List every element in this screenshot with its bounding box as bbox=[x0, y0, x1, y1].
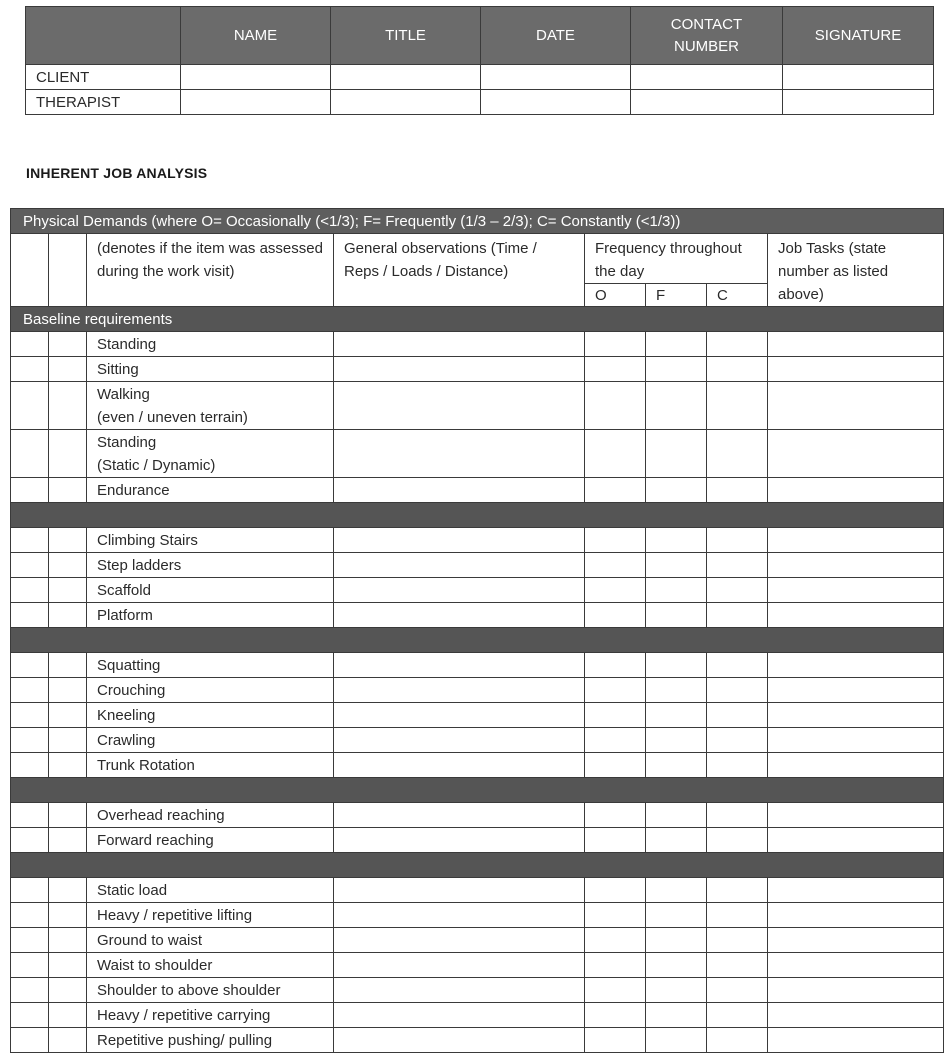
header-date: DATE bbox=[481, 7, 631, 65]
observation-cell[interactable] bbox=[334, 578, 585, 603]
check-cell[interactable] bbox=[11, 382, 49, 430]
item-label bbox=[87, 382, 334, 430]
freq-c-cell[interactable] bbox=[707, 678, 768, 703]
check-cell[interactable] bbox=[49, 803, 87, 828]
section-divider bbox=[11, 503, 944, 528]
check-cell[interactable] bbox=[49, 703, 87, 728]
observation-cell[interactable] bbox=[334, 430, 585, 478]
job-tasks-cell[interactable] bbox=[768, 332, 944, 357]
check-cell[interactable] bbox=[11, 903, 49, 928]
freq-c-cell[interactable] bbox=[707, 382, 768, 430]
check-cell[interactable] bbox=[11, 878, 49, 903]
observation-cell[interactable] bbox=[334, 1028, 585, 1053]
check-cell[interactable] bbox=[11, 928, 49, 953]
observation-cell[interactable] bbox=[334, 382, 585, 430]
freq-f-cell[interactable] bbox=[646, 382, 707, 430]
item-label: Static load bbox=[87, 878, 334, 903]
therapist-contact-cell[interactable] bbox=[631, 90, 783, 115]
freq-f-cell[interactable] bbox=[646, 478, 707, 503]
freq-f-cell[interactable] bbox=[646, 357, 707, 382]
freq-c-cell[interactable] bbox=[707, 728, 768, 753]
freq-c-cell[interactable] bbox=[707, 803, 768, 828]
freq-c-cell[interactable] bbox=[707, 332, 768, 357]
job-tasks-cell[interactable] bbox=[768, 753, 944, 778]
observation-cell[interactable] bbox=[334, 332, 585, 357]
observation-cell[interactable] bbox=[334, 703, 585, 728]
freq-c-cell[interactable] bbox=[707, 978, 768, 1003]
freq-o-cell[interactable] bbox=[585, 578, 646, 603]
therapist-signature-cell[interactable] bbox=[783, 90, 934, 115]
freq-c-cell[interactable] bbox=[707, 953, 768, 978]
freq-f-cell[interactable] bbox=[646, 928, 707, 953]
observation-cell[interactable] bbox=[334, 653, 585, 678]
table-row bbox=[11, 728, 944, 753]
freq-c-cell[interactable] bbox=[707, 1003, 768, 1028]
freq-o-cell[interactable] bbox=[585, 878, 646, 903]
section-divider-row bbox=[11, 778, 944, 803]
table-row bbox=[11, 803, 944, 828]
table-row bbox=[11, 903, 944, 928]
check-cell[interactable] bbox=[49, 953, 87, 978]
job-tasks-cell[interactable] bbox=[768, 953, 944, 978]
check-cell[interactable] bbox=[11, 478, 49, 503]
observation-cell[interactable] bbox=[334, 953, 585, 978]
check-cell[interactable] bbox=[49, 357, 87, 382]
check-cell[interactable] bbox=[49, 430, 87, 478]
table-row bbox=[11, 1003, 944, 1028]
freq-f-cell[interactable] bbox=[646, 1028, 707, 1053]
check-cell[interactable] bbox=[49, 1003, 87, 1028]
item-label: Heavy / repetitive carrying bbox=[87, 1003, 334, 1028]
freq-c-cell[interactable] bbox=[707, 703, 768, 728]
check-cell[interactable] bbox=[49, 678, 87, 703]
observation-cell[interactable] bbox=[334, 603, 585, 628]
item-label-line1: Walking bbox=[97, 386, 150, 403]
item-label: Trunk Rotation bbox=[87, 753, 334, 778]
freq-f-cell[interactable] bbox=[646, 653, 707, 678]
table-row bbox=[11, 653, 944, 678]
item-label: Forward reaching bbox=[87, 828, 334, 853]
observation-cell[interactable] bbox=[334, 553, 585, 578]
observation-cell[interactable] bbox=[334, 828, 585, 853]
check-cell[interactable] bbox=[11, 553, 49, 578]
observation-cell[interactable] bbox=[334, 678, 585, 703]
freq-o-cell[interactable] bbox=[585, 553, 646, 578]
freq-f-cell[interactable] bbox=[646, 603, 707, 628]
observation-cell[interactable] bbox=[334, 753, 585, 778]
table-row bbox=[11, 357, 944, 382]
client-contact-cell[interactable] bbox=[631, 65, 783, 90]
freq-c-cell[interactable] bbox=[707, 928, 768, 953]
check-cell[interactable] bbox=[11, 1028, 49, 1053]
freq-o-cell[interactable] bbox=[585, 332, 646, 357]
freq-o-cell[interactable] bbox=[585, 953, 646, 978]
observation-cell[interactable] bbox=[334, 728, 585, 753]
check-cell[interactable] bbox=[49, 978, 87, 1003]
col-frequency-header: Frequency throughout the day bbox=[585, 234, 768, 284]
job-analysis-table bbox=[10, 208, 944, 1053]
job-tasks-cell[interactable] bbox=[768, 828, 944, 853]
job-tasks-cell[interactable] bbox=[768, 382, 944, 430]
table-row bbox=[11, 928, 944, 953]
freq-o-cell[interactable] bbox=[585, 978, 646, 1003]
table-row bbox=[11, 953, 944, 978]
job-tasks-cell[interactable] bbox=[768, 1028, 944, 1053]
item-label: Shoulder to above shoulder bbox=[87, 978, 334, 1003]
item-label: Heavy / repetitive lifting bbox=[87, 903, 334, 928]
signoff-header-row bbox=[26, 7, 934, 65]
check-cell[interactable] bbox=[49, 878, 87, 903]
freq-f-cell[interactable] bbox=[646, 578, 707, 603]
check-cell[interactable] bbox=[11, 953, 49, 978]
observation-cell[interactable] bbox=[334, 878, 585, 903]
job-tasks-cell[interactable] bbox=[768, 928, 944, 953]
job-tasks-cell[interactable] bbox=[768, 703, 944, 728]
check-cell[interactable] bbox=[11, 703, 49, 728]
freq-o-cell[interactable] bbox=[585, 382, 646, 430]
item-label: Crawling bbox=[87, 728, 334, 753]
header-contact-line1: CONTACT bbox=[670, 15, 743, 33]
check-cell[interactable] bbox=[49, 603, 87, 628]
job-tasks-cell[interactable] bbox=[768, 357, 944, 382]
table-row bbox=[11, 478, 944, 503]
table-row bbox=[11, 430, 944, 478]
client-signature-cell[interactable] bbox=[783, 65, 934, 90]
section-divider bbox=[11, 853, 944, 878]
check-cell[interactable] bbox=[49, 728, 87, 753]
table-row bbox=[11, 553, 944, 578]
item-label: Overhead reaching bbox=[87, 803, 334, 828]
table-row bbox=[11, 978, 944, 1003]
freq-f-cell[interactable] bbox=[646, 803, 707, 828]
signoff-row-client bbox=[26, 65, 934, 90]
freq-c-cell[interactable] bbox=[707, 903, 768, 928]
freq-f-cell[interactable] bbox=[646, 703, 707, 728]
freq-o-cell[interactable] bbox=[585, 678, 646, 703]
section-divider-row bbox=[11, 853, 944, 878]
freq-o-cell[interactable] bbox=[585, 603, 646, 628]
freq-o-cell[interactable] bbox=[585, 753, 646, 778]
freq-f-cell[interactable] bbox=[646, 332, 707, 357]
check-cell[interactable] bbox=[11, 603, 49, 628]
check-cell[interactable] bbox=[49, 332, 87, 357]
check-cell[interactable] bbox=[11, 528, 49, 553]
freq-o-cell[interactable] bbox=[585, 1028, 646, 1053]
observation-cell[interactable] bbox=[334, 478, 585, 503]
physical-demands-title: Physical Demands (where O= Occasionally (<1/3); F= Frequently (1/3 – 2/3); C= Constantly (<1/3)) bbox=[11, 209, 944, 234]
job-tasks-cell[interactable] bbox=[768, 1003, 944, 1028]
freq-f-cell[interactable] bbox=[646, 978, 707, 1003]
freq-c-cell[interactable] bbox=[707, 528, 768, 553]
observation-cell[interactable] bbox=[334, 528, 585, 553]
item-label: Repetitive pushing/ pulling bbox=[87, 1028, 334, 1053]
client-date-cell[interactable] bbox=[481, 65, 631, 90]
check-cell[interactable] bbox=[49, 828, 87, 853]
check-cell[interactable] bbox=[11, 578, 49, 603]
freq-c-cell[interactable] bbox=[707, 653, 768, 678]
column-header-row bbox=[11, 234, 944, 284]
check-cell[interactable] bbox=[11, 753, 49, 778]
job-tasks-cell[interactable] bbox=[768, 528, 944, 553]
check-cell[interactable] bbox=[49, 1028, 87, 1053]
col-assessed-header: (denotes if the item was assessed during the work visit) bbox=[87, 234, 334, 307]
job-tasks-cell[interactable] bbox=[768, 603, 944, 628]
freq-o-cell[interactable] bbox=[585, 653, 646, 678]
freq-c-cell[interactable] bbox=[707, 1028, 768, 1053]
section-divider-row bbox=[11, 503, 944, 528]
freq-f-cell[interactable] bbox=[646, 553, 707, 578]
check-cell[interactable] bbox=[11, 828, 49, 853]
freq-f-cell[interactable] bbox=[646, 430, 707, 478]
freq-f-cell[interactable] bbox=[646, 528, 707, 553]
freq-o-cell[interactable] bbox=[585, 478, 646, 503]
freq-o-cell[interactable] bbox=[585, 928, 646, 953]
check-cell[interactable] bbox=[49, 478, 87, 503]
check-cell[interactable] bbox=[11, 1003, 49, 1028]
item-label: Step ladders bbox=[87, 553, 334, 578]
item-label: Endurance bbox=[87, 478, 334, 503]
check-cell[interactable] bbox=[49, 653, 87, 678]
item-label: Platform bbox=[87, 603, 334, 628]
header-contact-line2: NUMBER bbox=[673, 37, 739, 55]
freq-f-cell[interactable] bbox=[646, 1003, 707, 1028]
header-signature: SIGNATURE bbox=[783, 7, 934, 65]
therapist-name-cell[interactable] bbox=[181, 90, 331, 115]
check-cell[interactable] bbox=[49, 903, 87, 928]
section-divider-row bbox=[11, 628, 944, 653]
item-label-line2: (even / uneven terrain) bbox=[97, 409, 248, 426]
job-tasks-cell[interactable] bbox=[768, 903, 944, 928]
check-cell[interactable] bbox=[49, 553, 87, 578]
check-cell[interactable] bbox=[11, 653, 49, 678]
job-tasks-cell[interactable] bbox=[768, 978, 944, 1003]
freq-o-cell[interactable] bbox=[585, 1003, 646, 1028]
item-label: Kneeling bbox=[87, 703, 334, 728]
freq-o-header: O bbox=[585, 284, 646, 307]
freq-o-cell[interactable] bbox=[585, 430, 646, 478]
table-row bbox=[11, 678, 944, 703]
item-label: Sitting bbox=[87, 357, 334, 382]
signoff-header-blank bbox=[26, 7, 181, 65]
freq-f-cell[interactable] bbox=[646, 878, 707, 903]
check-cell[interactable] bbox=[49, 753, 87, 778]
job-tasks-cell[interactable] bbox=[768, 878, 944, 903]
item-label-line1: Standing bbox=[97, 434, 157, 451]
header-name: NAME bbox=[181, 7, 331, 65]
observation-cell[interactable] bbox=[334, 978, 585, 1003]
signoff-table bbox=[25, 6, 934, 115]
client-title-cell[interactable] bbox=[331, 65, 481, 90]
freq-f-cell[interactable] bbox=[646, 828, 707, 853]
freq-f-header: F bbox=[646, 284, 707, 307]
table-row bbox=[11, 578, 944, 603]
freq-o-cell[interactable] bbox=[585, 803, 646, 828]
freq-c-cell[interactable] bbox=[707, 753, 768, 778]
freq-c-cell[interactable] bbox=[707, 603, 768, 628]
job-tasks-cell[interactable] bbox=[768, 678, 944, 703]
observation-cell[interactable] bbox=[334, 357, 585, 382]
col-observations-header: General observations (Time / Reps / Loads / Distance) bbox=[334, 234, 585, 307]
freq-o-cell[interactable] bbox=[585, 357, 646, 382]
check-cell[interactable] bbox=[11, 357, 49, 382]
job-tasks-cell[interactable] bbox=[768, 653, 944, 678]
job-tasks-cell[interactable] bbox=[768, 578, 944, 603]
freq-c-cell[interactable] bbox=[707, 357, 768, 382]
item-label: Ground to waist bbox=[87, 928, 334, 953]
role-label-client: CLIENT bbox=[26, 65, 181, 90]
freq-c-cell[interactable] bbox=[707, 553, 768, 578]
check-cell[interactable] bbox=[11, 728, 49, 753]
table-row bbox=[11, 753, 944, 778]
freq-c-header: C bbox=[707, 284, 768, 307]
section-divider bbox=[11, 778, 944, 803]
item-label: Climbing Stairs bbox=[87, 528, 334, 553]
table-row bbox=[11, 1028, 944, 1053]
check-cell[interactable] bbox=[11, 430, 49, 478]
role-label-therapist: THERAPIST bbox=[26, 90, 181, 115]
section-divider bbox=[11, 628, 944, 653]
table-row bbox=[11, 878, 944, 903]
freq-f-cell[interactable] bbox=[646, 728, 707, 753]
job-tasks-cell[interactable] bbox=[768, 430, 944, 478]
freq-f-cell[interactable] bbox=[646, 678, 707, 703]
job-tasks-cell[interactable] bbox=[768, 478, 944, 503]
check-cell[interactable] bbox=[49, 578, 87, 603]
freq-o-cell[interactable] bbox=[585, 528, 646, 553]
check-cell[interactable] bbox=[11, 978, 49, 1003]
freq-o-cell[interactable] bbox=[585, 728, 646, 753]
section-title: INHERENT JOB ANALYSIS bbox=[26, 165, 208, 181]
baseline-section-label: Baseline requirements bbox=[11, 307, 944, 332]
table-row bbox=[11, 382, 944, 430]
freq-c-cell[interactable] bbox=[707, 430, 768, 478]
observation-cell[interactable] bbox=[334, 803, 585, 828]
check-cell[interactable] bbox=[11, 678, 49, 703]
freq-o-cell[interactable] bbox=[585, 903, 646, 928]
item-label: Standing bbox=[87, 332, 334, 357]
client-name-cell[interactable] bbox=[181, 65, 331, 90]
table-row bbox=[11, 703, 944, 728]
item-label-line2: (Static / Dynamic) bbox=[97, 457, 216, 474]
job-tasks-cell[interactable] bbox=[768, 803, 944, 828]
table-row bbox=[11, 528, 944, 553]
table-row bbox=[11, 603, 944, 628]
job-tasks-cell[interactable] bbox=[768, 728, 944, 753]
freq-c-cell[interactable] bbox=[707, 478, 768, 503]
header-title: TITLE bbox=[331, 7, 481, 65]
freq-c-cell[interactable] bbox=[707, 578, 768, 603]
freq-f-cell[interactable] bbox=[646, 953, 707, 978]
freq-f-cell[interactable] bbox=[646, 903, 707, 928]
item-label: Scaffold bbox=[87, 578, 334, 603]
check-cell[interactable] bbox=[11, 803, 49, 828]
freq-o-cell[interactable] bbox=[585, 828, 646, 853]
check-cell[interactable] bbox=[49, 382, 87, 430]
freq-f-cell[interactable] bbox=[646, 753, 707, 778]
physical-demands-title-row bbox=[11, 209, 944, 234]
observation-cell[interactable] bbox=[334, 928, 585, 953]
blank-col-2 bbox=[49, 234, 87, 307]
item-label: Waist to shoulder bbox=[87, 953, 334, 978]
table-row bbox=[11, 332, 944, 357]
job-tasks-cell[interactable] bbox=[768, 553, 944, 578]
item-label: Squatting bbox=[87, 653, 334, 678]
item-label bbox=[87, 430, 334, 478]
check-cell[interactable] bbox=[49, 528, 87, 553]
observation-cell[interactable] bbox=[334, 1003, 585, 1028]
freq-o-cell[interactable] bbox=[585, 703, 646, 728]
table-row bbox=[11, 828, 944, 853]
col-job-tasks-header: Job Tasks (state number as listed above) bbox=[768, 234, 944, 307]
header-contact-number bbox=[631, 7, 783, 65]
signoff-row-therapist bbox=[26, 90, 934, 115]
item-label: Crouching bbox=[87, 678, 334, 703]
therapist-title-cell[interactable] bbox=[331, 90, 481, 115]
check-cell[interactable] bbox=[49, 928, 87, 953]
therapist-date-cell[interactable] bbox=[481, 90, 631, 115]
freq-c-cell[interactable] bbox=[707, 878, 768, 903]
observation-cell[interactable] bbox=[334, 903, 585, 928]
check-cell[interactable] bbox=[11, 332, 49, 357]
freq-c-cell[interactable] bbox=[707, 828, 768, 853]
baseline-section-row bbox=[11, 307, 944, 332]
blank-col-1 bbox=[11, 234, 49, 307]
